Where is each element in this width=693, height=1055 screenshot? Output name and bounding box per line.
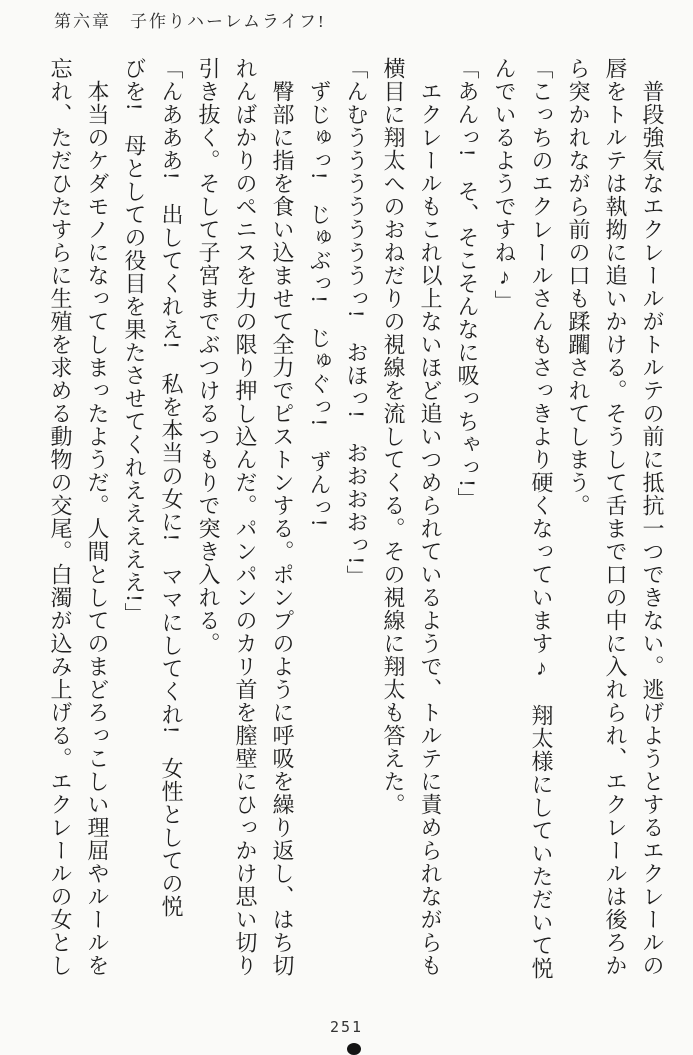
chapter-header: 第六章 子作りハーレムライフ! [54,12,326,31]
text-line: ずじゅっ! じゅぶっ! じゅぐっ! ずんっ! [307,57,332,528]
text-line: 臀部に指を食い込ませて全力でピストンする。ポンプのように呼吸を繰り返し、はち切 [270,57,295,977]
text-line: 「こっちのエクレールさんもさっきより硬くなっています♪ 翔太様にしていただいて悦 [529,57,554,980]
page-text [42,57,671,1005]
text-line: 唇をトルテは執拗に追いかける。そうして舌まで口の中に入れられ、エクレールは後ろか [603,57,628,977]
text-line: 「んあああ! 出してくれえ! 私を本当の女に! ママにしてくれ! 女性としての悦 [159,57,184,919]
text-line: 横目に翔太へのおねだりの視線を流してくる。その視線に翔太も答えた。 [381,57,406,816]
page-number: 251 [329,1018,364,1036]
text-line: ら突かれながら前の口も蹂躙されてしまう。 [566,57,591,517]
text-line: びを! 母としての役目を果たさせてくれえええええ!」 [122,57,147,626]
text-line: 普段強気なエクレールがトルテの前に抵抗一つできない。逃げようとするエクレールの [640,57,665,977]
text-line: 「あんっ! そ、そこそんなに吸っちゃっ!」 [455,57,480,511]
text-line: 引き抜く。そして子宮までぶつけるつもりで突き入れる。 [196,57,221,655]
text-line: 「んむうううううううっ! おほっ! おおおおっ!」 [344,57,369,588]
text-line: エクレールもこれ以上ないほど追いつめられているようで、トルテに責められながらも [418,57,443,977]
text-line: 本当のケダモノになってしまったようだ。人間としてのまどろっこしい理屈やルールを [85,57,110,977]
text-line: れんばかりのペニスを力の限り押し込んだ。パンパンのカリ首を膣壁にひっかけ思い切り [233,57,258,977]
text-line: んでいるようですね♪」 [492,57,517,313]
page-ornament-dot-icon [347,1043,361,1055]
text-line: 忘れ、ただひたすらに生殖を求める動物の交尾。白濁が込み上げる。エクレールの女とし [48,57,73,977]
